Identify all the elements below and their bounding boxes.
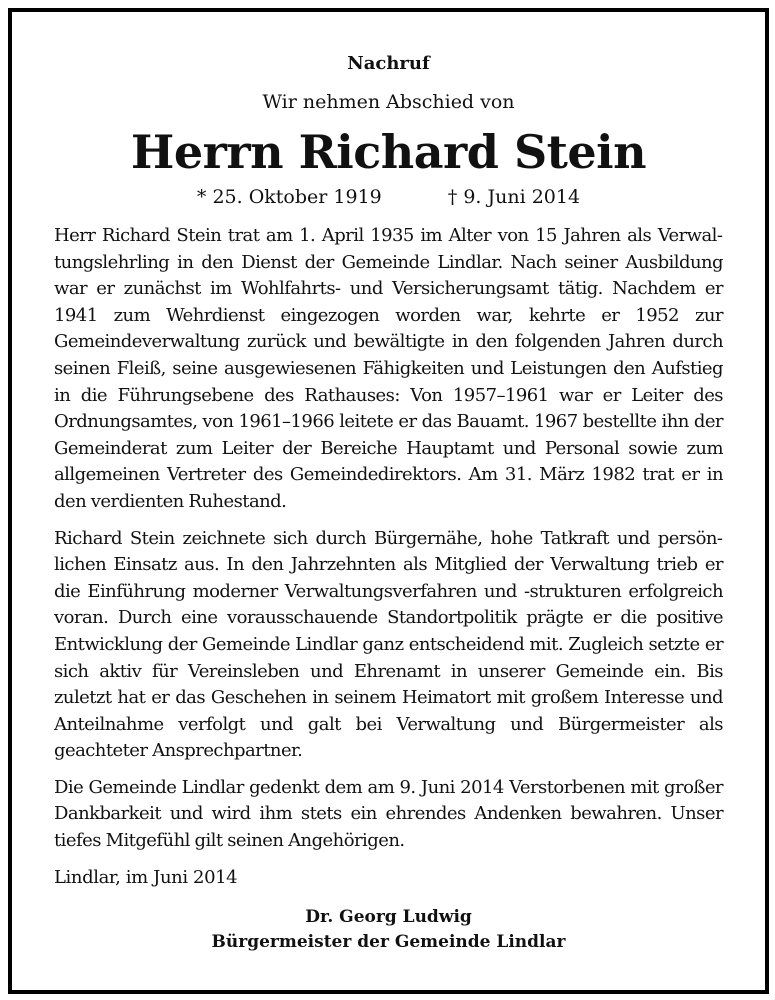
signatory-title: Bürgermeister der Gemeinde Lindlar — [211, 931, 566, 952]
intro-line: Wir nehmen Abschied von — [262, 91, 515, 113]
obituary-content — [54, 12, 723, 955]
life-dates — [54, 185, 723, 209]
obituary-heading: Nachruf — [347, 53, 430, 74]
birth-date: * 25. Oktober 1919 — [196, 186, 382, 208]
signatory-name: Dr. Georg Ludwig — [305, 906, 472, 927]
paragraph-career: Herr Richard Stein trat am 1. April 1935 im Alter von 15 Jahren als Verwaltungslehrling in den Dienst der Gemeinde Lindlar. Nach seiner Ausbildung war er zunächst im Wohlfahrts- und Versicherungsamt tätig. Nachdem er 1941 zum Wehrdienst eingezogen worden war, kehrte er 1952 zur Gemeindeverwaltung zurück und bewältigte in den folgenden Jahren durch seinen Fleiß, seine ausgewiesenen Fähigkeiten und Leistungen den Aufstieg in die Führungsebene des Rathauses: Von 1957–1961 war er Leiter des Ordnungsamtes, von 1961–1966 leitete er das Bauamt. 1967 bestellte ihn der Gemeinderat zum Leiter der Bereiche Hauptamt und Personal sowie zum allgemeinen Vertreter des Gemeindedirektors. Am 31. März 1982 trat er in den verdienten Ruhestand. — [54, 225, 723, 512]
death-date: † 9. Juni 2014 — [447, 186, 581, 208]
paragraph-condolence: Die Gemeinde Lindlar gedenkt dem am 9. Juni 2014 Verstorbenen mit großer Dankbarkeit und wird ihm stets ein ehrendes Andenken bewahren. Unser tiefes Mitgefühl gilt seinen Angehörigen. — [54, 776, 723, 852]
obituary-frame — [8, 8, 769, 994]
paragraph-merits: Richard Stein zeichnete sich durch Bürgernähe, hohe Tatkraft und persönlichen Einsatz aus. In den Jahrzehnten als Mitglied der Verwaltung trieb er die Einführung moderner Verwaltungsverfahren und -strukturen erfolgreich voran. Durch eine vorausschauende Standortpolitik prägte er die positive Entwicklung der Gemeinde Lindlar ganz entscheidend mit. Zugleich setzte er sich aktiv für Vereinsleben und Ehrenamt in unserer Gemeinde ein. Bis zuletzt hat er das Geschehen in seinem Heimatort mit großem Interesse und Anteilnahme verfolgt und galt bei Verwaltung und Bürgermeister als geachteter Ansprechpartner. — [54, 527, 723, 762]
obituary-body — [54, 223, 723, 855]
place-date: Lindlar, im Juni 2014 — [54, 866, 238, 888]
deceased-name: Herrn Richard Stein — [130, 125, 647, 179]
signature-block — [54, 905, 723, 955]
